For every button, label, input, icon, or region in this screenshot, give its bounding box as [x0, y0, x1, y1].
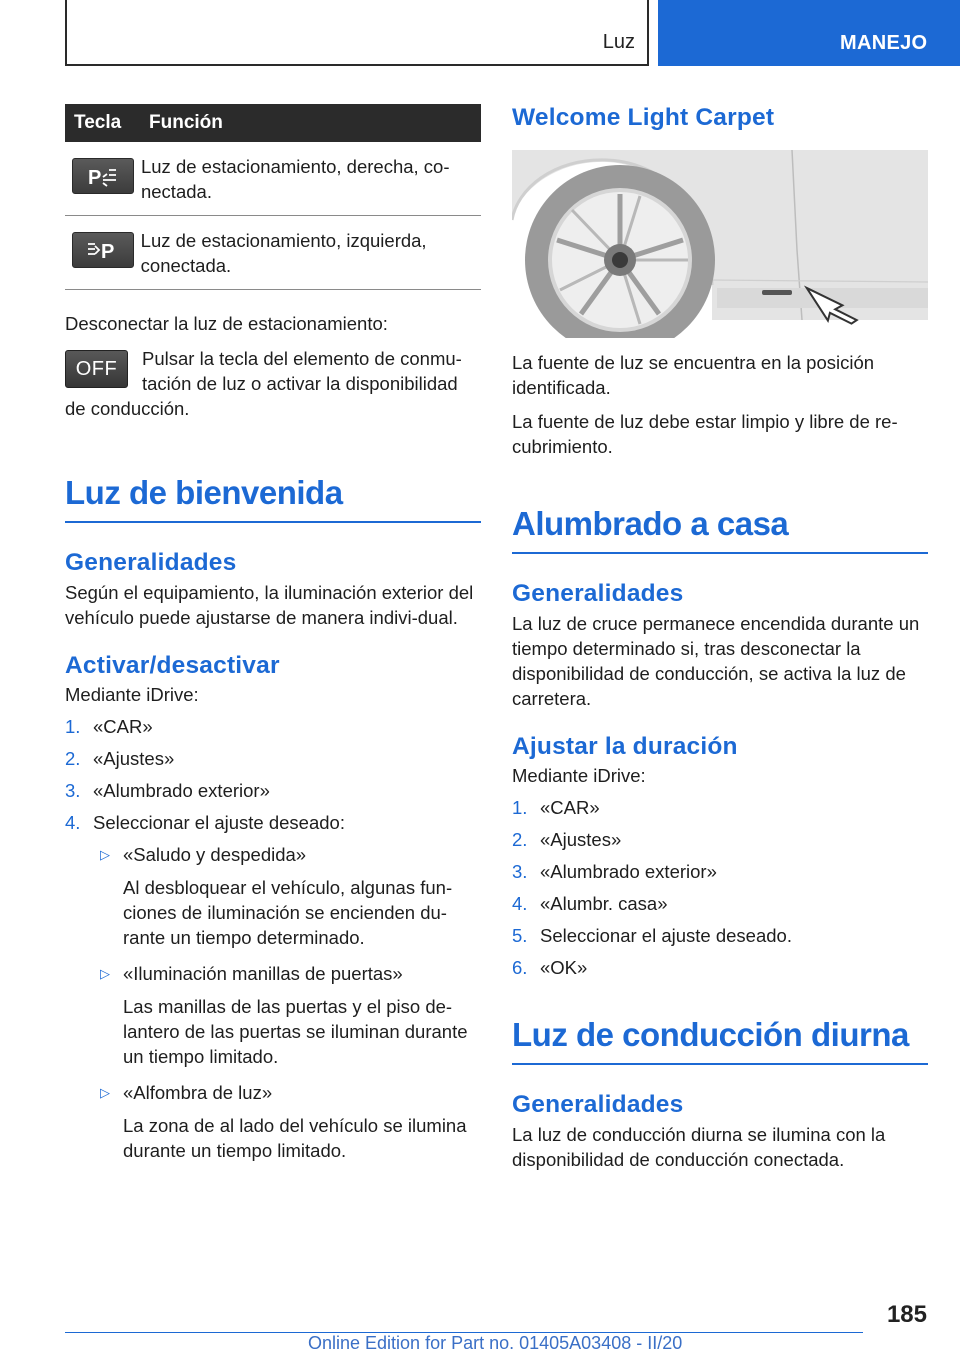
step-number: 2.: [65, 748, 81, 769]
heading-general: Generalidades: [512, 1091, 684, 1118]
list-item: [65, 810, 481, 1163]
list-item: [93, 1080, 481, 1163]
step-number: 1.: [65, 716, 81, 737]
car-wheel-illustration: [512, 150, 928, 338]
heading-duration: Ajustar la duración: [512, 733, 738, 760]
left-column: [65, 104, 481, 1163]
table-row: [65, 216, 481, 290]
step-text: «Alumbrado exterior»: [540, 861, 717, 882]
list-item: [512, 795, 928, 820]
home-text: La luz de cruce permanece encendida durante un tiempo determinado si, tras desconectar la disponibilidad de conducción, se activa la luz de carretera.: [512, 613, 920, 709]
general-text: Según el equipamiento, la iluminación exterior del vehículo puede ajustarse de manera indivi-dual.: [65, 582, 474, 628]
parking-light-right-icon: [72, 158, 134, 194]
header-chapter-tab: [658, 0, 960, 66]
option-list: [93, 842, 481, 1163]
step-number: 3.: [512, 861, 528, 882]
table-header: [65, 104, 481, 142]
heading-general: Generalidades: [512, 580, 684, 607]
drl-text: La luz de conducción diurna se ilumina con la disponibilidad de conducción conectada.: [512, 1124, 886, 1170]
footer-edition: Online Edition for Part no. 01405A03408 - II/20: [308, 1333, 683, 1353]
list-item: [65, 746, 481, 771]
list-item: [93, 961, 481, 1069]
table-cell-function: Luz de estacionamiento, izquierda, conectada.: [140, 230, 427, 276]
heading-welcome-light: Luz de bienvenida: [65, 474, 481, 523]
step-number: 1.: [512, 797, 528, 818]
table-header-function: Función: [149, 112, 223, 133]
header-section-box: [65, 0, 649, 66]
carpet-text-position: La fuente de luz se encuentra en la posición identificada.: [512, 352, 875, 398]
list-item: [512, 891, 928, 916]
step-number: 4.: [65, 812, 81, 833]
step-text: Seleccionar el ajuste deseado:: [93, 812, 345, 833]
disconnect-intro: Desconectar la luz de estacionamiento:: [65, 313, 388, 334]
step-list: [65, 714, 481, 1163]
option-title: «Iluminación manillas de puertas»: [123, 963, 403, 984]
heading-home-light: Alumbrado a casa: [512, 505, 928, 554]
step-list: [512, 795, 928, 980]
heading-activate: Activar/desactivar: [65, 652, 280, 679]
step-number: 5.: [512, 925, 528, 946]
off-key-label: OFF: [75, 357, 118, 380]
heading-welcome-carpet: Welcome Light Carpet: [512, 104, 775, 131]
parking-light-left-icon: [72, 232, 134, 268]
option-title: «Saludo y despedida»: [123, 844, 307, 865]
page-number: 185: [886, 1301, 927, 1328]
heading-daytime-running-light: Luz de conducción diurna: [512, 1016, 928, 1065]
list-item: [512, 827, 928, 852]
off-key-icon: [65, 350, 128, 388]
header-chapter-title: MANEJO: [840, 32, 928, 54]
list-item: [512, 923, 928, 948]
via-idrive: Mediante iDrive:: [65, 684, 199, 705]
triangle-bullet-icon: ▷: [100, 847, 110, 862]
svg-text:P: P: [88, 167, 102, 188]
option-desc: Las manillas de las puertas y el piso de-lantero de las puertas se iluminan durante un tiempo limitado.: [123, 996, 468, 1067]
triangle-bullet-icon: ▷: [100, 1085, 110, 1100]
table-header-key: Tecla: [74, 112, 122, 133]
option-desc: Al desbloquear el vehículo, algunas fun-ciones de iluminación se encienden du-rante un tiempo determinado.: [123, 877, 453, 948]
right-column: [512, 104, 928, 1172]
step-text: «Ajustes»: [93, 748, 175, 769]
via-idrive: Mediante iDrive:: [512, 765, 646, 786]
list-item: [512, 859, 928, 884]
option-title: «Alfombra de luz»: [123, 1082, 273, 1103]
table-cell-function: Luz de estacionamiento, derecha, co-nectada.: [140, 156, 450, 202]
step-text: «Alumbr. casa»: [540, 893, 668, 914]
list-item: [65, 714, 481, 739]
disconnect-text: Pulsar la tecla del elemento de conmu-tación de luz o activar la disponibilidad de conducción.: [65, 348, 462, 419]
step-text: «OK»: [540, 957, 588, 978]
step-text: «Ajustes»: [540, 829, 622, 850]
triangle-bullet-icon: ▷: [100, 966, 110, 981]
list-item: [93, 842, 481, 950]
option-desc: La zona de al lado del vehículo se ilumina durante un tiempo limitado.: [123, 1115, 467, 1161]
step-number: 3.: [65, 780, 81, 801]
step-text: «CAR»: [93, 716, 153, 737]
list-item: [512, 955, 928, 980]
header-section-title: Luz: [602, 31, 635, 53]
step-number: 6.: [512, 957, 528, 978]
step-text: Seleccionar el ajuste deseado.: [540, 925, 792, 946]
heading-general: Generalidades: [65, 549, 237, 576]
step-text: «CAR»: [540, 797, 600, 818]
step-number: 4.: [512, 893, 528, 914]
step-number: 2.: [512, 829, 528, 850]
table-row: [65, 142, 481, 216]
key-function-table: [65, 104, 481, 290]
svg-text:P: P: [101, 241, 115, 262]
step-text: «Alumbrado exterior»: [93, 780, 270, 801]
carpet-text-clean: La fuente de luz debe estar limpio y libre de re-cubrimiento.: [512, 411, 898, 457]
disconnect-block: [65, 346, 481, 421]
list-item: [65, 778, 481, 803]
